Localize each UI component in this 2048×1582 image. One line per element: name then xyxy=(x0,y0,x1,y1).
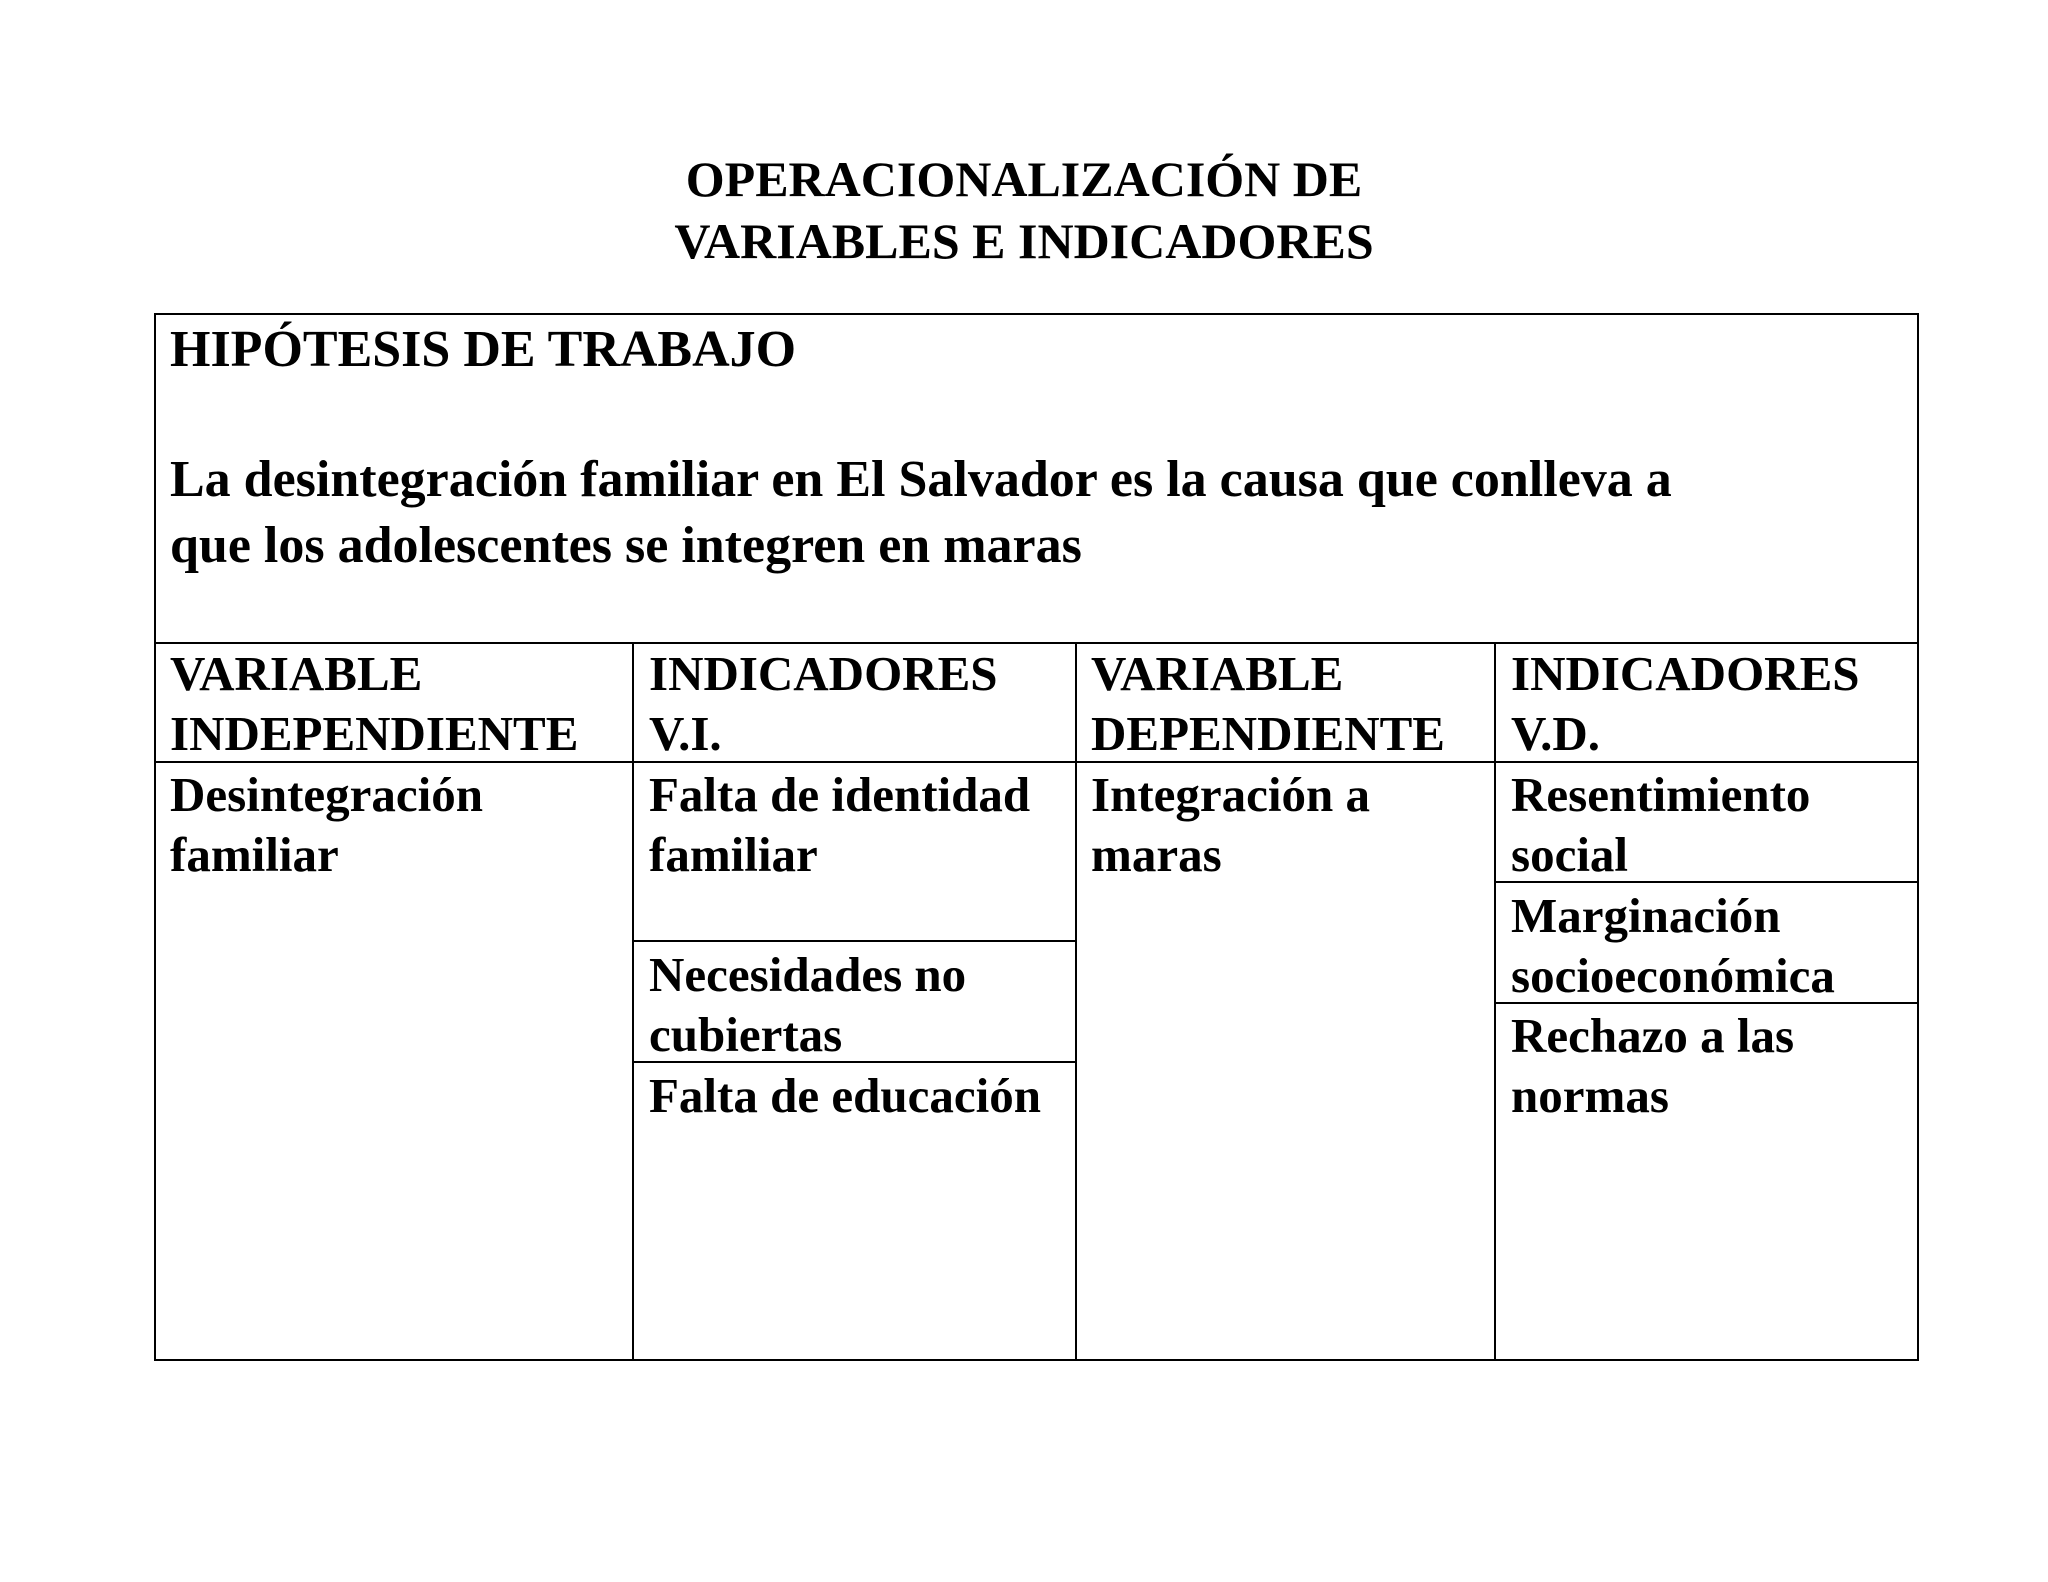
cell-indicador-vd-3 xyxy=(1511,1006,1794,1126)
cell-indicador-vd-2 xyxy=(1511,886,1835,1006)
header-ind-vd-line-2: V.D. xyxy=(1511,706,1600,761)
table-column-divider-1 xyxy=(632,642,634,1361)
header-ind-vd-line-1: INDICADORES xyxy=(1511,646,1860,701)
header-variable-independiente xyxy=(170,644,578,764)
header-vi-line-1: VARIABLE xyxy=(170,646,423,701)
hypothesis-line-2: que los adolescentes se integren en maras xyxy=(170,517,1082,574)
header-indicadores-vd xyxy=(1511,644,1860,764)
cell-indicador-vi-2 xyxy=(649,945,966,1065)
ind-vi-2-line-1: Necesidades no xyxy=(649,947,967,1002)
title-line-1: OPERACIONALIZACIÓN DE xyxy=(685,151,1363,207)
vi-line-2: familiar xyxy=(170,827,339,882)
indicators-vi-divider-1 xyxy=(632,940,1077,942)
ind-vi-1-line-1: Falta de identidad xyxy=(649,767,1031,822)
cell-indicador-vi-3 xyxy=(649,1066,1041,1126)
header-vd-line-1: VARIABLE xyxy=(1091,646,1344,701)
ind-vd-2-line-1: Marginación xyxy=(1511,888,1781,943)
ind-vd-2-line-2: socioeconómica xyxy=(1511,948,1835,1003)
ind-vi-3-line-1: Falta de educación xyxy=(649,1068,1041,1123)
header-ind-vi-line-1: INDICADORES xyxy=(649,646,998,701)
title-line-2: VARIABLES E INDICADORES xyxy=(674,213,1374,269)
ind-vd-1-line-2: social xyxy=(1511,827,1629,882)
ind-vd-1-line-1: Resentimiento xyxy=(1511,767,1811,822)
table-column-divider-2 xyxy=(1075,642,1077,1361)
hypothesis-text xyxy=(170,447,1672,579)
vi-line-1: Desintegración xyxy=(170,767,483,822)
hypothesis-heading: HIPÓTESIS DE TRABAJO xyxy=(170,321,797,378)
vd-line-2: maras xyxy=(1091,827,1222,882)
ind-vd-3-line-2: normas xyxy=(1511,1068,1669,1123)
hypothesis-line-1: La desintegración familiar en El Salvador es la causa que conlleva a xyxy=(170,451,1672,508)
header-variable-dependiente xyxy=(1091,644,1445,764)
ind-vd-3-line-1: Rechazo a las xyxy=(1511,1008,1795,1063)
cell-variable-dependiente xyxy=(1091,765,1370,885)
ind-vi-1-line-2: familiar xyxy=(649,827,818,882)
cell-indicador-vd-1 xyxy=(1511,765,1810,885)
vd-line-1: Integración a xyxy=(1091,767,1370,822)
cell-variable-independiente xyxy=(170,765,483,885)
document-title xyxy=(0,148,2048,272)
header-indicadores-vi xyxy=(649,644,998,764)
ind-vi-2-line-2: cubiertas xyxy=(649,1007,843,1062)
cell-indicador-vi-1 xyxy=(649,765,1030,885)
header-ind-vi-line-2: V.I. xyxy=(649,706,722,761)
header-vi-line-2: INDEPENDIENTE xyxy=(170,706,579,761)
header-vd-line-2: DEPENDIENTE xyxy=(1091,706,1445,761)
